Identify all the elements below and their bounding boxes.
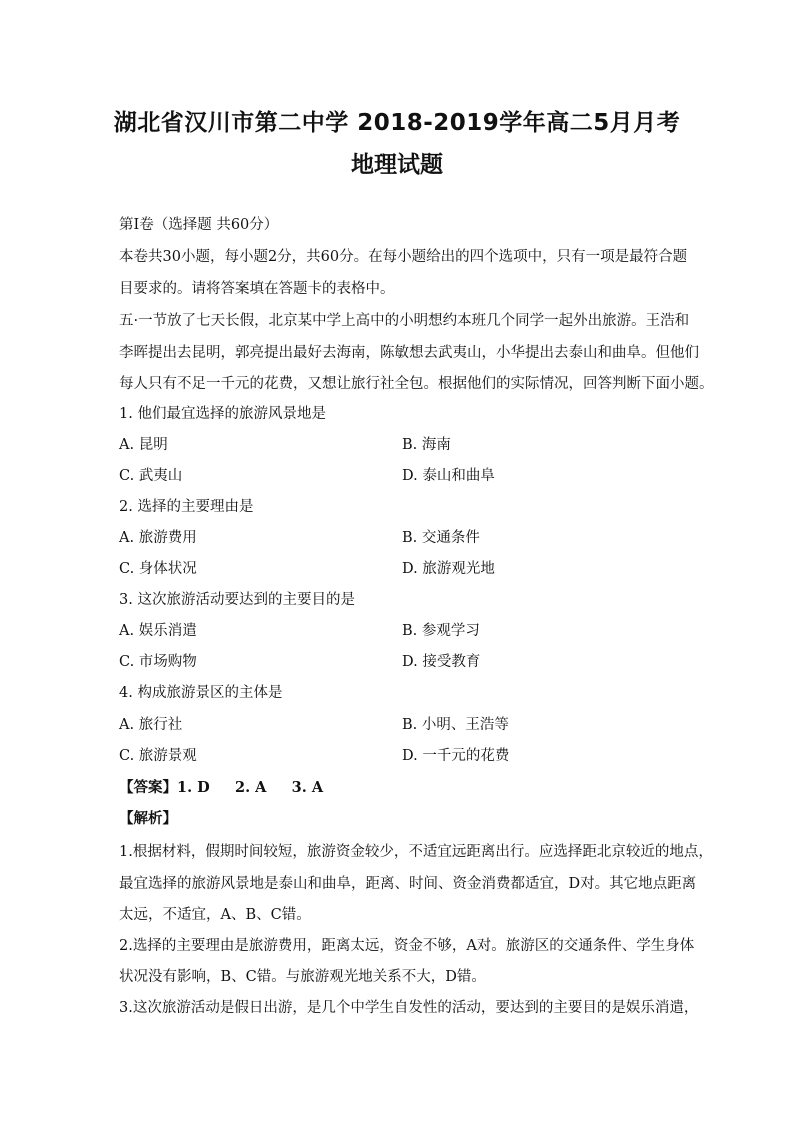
option-c: C. 身体状况 (119, 561, 197, 577)
option-d: D. 泰山和曲阜 (402, 468, 495, 484)
question-stem: 4. 构成旅游景区的主体是 (119, 685, 283, 701)
option-b: B. 交通条件 (402, 530, 480, 546)
option-a: A. 旅游费用 (119, 530, 197, 546)
option-a: A. 旅行社 (119, 717, 183, 733)
passage-line: 李晖提出去昆明，郭亮提出最好去海南，陈敏想去武夷山，小华提出去泰山和曲阜。但他们 (119, 345, 699, 361)
option-c: C. 市场购物 (119, 654, 197, 670)
option-b: B. 小明、王浩等 (402, 717, 509, 733)
document-title: 湖北省汉川市第二中学 2018-2019学年高二5月月考 (113, 110, 681, 136)
analysis-line: 3.这次旅游活动是假日出游，是几个中学生自发性的活动，要达到的主要目的是娱乐消遣， (119, 1000, 699, 1016)
instructions-line: 本卷共30小题，每小题2分，共60分。在每小题给出的四个选项中，只有一项是最符合题 (119, 249, 688, 265)
analysis-line: 2.选择的主要理由是旅游费用，距离太远，资金不够，A对。旅游区的交通条件、学生身体 (119, 938, 695, 954)
instructions-line: 目要求的。请将答案填在答题卡的表格中。 (119, 281, 395, 297)
passage-line: 五·一节放了七天长假，北京某中学上高中的小明想约本班几个同学一起外出旅游。王浩和 (119, 313, 690, 329)
analysis-heading: 【解析】 (119, 810, 177, 827)
option-d: D. 一千元的花费 (402, 748, 510, 764)
answer-key: 【答案】1. D 2. A 3. A (119, 779, 324, 796)
question-stem: 2. 选择的主要理由是 (119, 499, 254, 515)
option-c: C. 旅游景观 (119, 748, 197, 764)
document-subtitle: 地理试题 (351, 152, 443, 178)
analysis-line: 1.根据材料，假期时间较短，旅游资金较少，不适宜远距离出行。应选择距北京较近的地点， (119, 844, 713, 860)
option-a: A. 昆明 (119, 437, 168, 453)
option-c: C. 武夷山 (119, 468, 183, 484)
analysis-line: 太远，不适宜，A、B、C错。 (119, 907, 311, 923)
question-stem: 3. 这次旅游活动要达到的主要目的是 (119, 592, 355, 608)
question-stem: 1. 他们最宜选择的旅游风景地是 (119, 406, 326, 422)
section-heading: 第Ⅰ卷（选择题 共60分） (119, 217, 279, 233)
option-b: B. 参观学习 (402, 623, 480, 639)
option-b: B. 海南 (402, 437, 451, 453)
analysis-line: 最宜选择的旅游风景地是泰山和曲阜，距离、时间、资金消费都适宜，D对。其它地点距离 (119, 876, 697, 892)
analysis-line: 状况没有影响，B、C错。与旅游观光地关系不大，D错。 (119, 969, 486, 985)
option-d: D. 接受教育 (402, 654, 481, 670)
option-d: D. 旅游观光地 (402, 561, 495, 577)
passage-line: 每人只有不足一千元的花费，又想让旅行社全包。根据他们的实际情况，回答判断下面小题。 (119, 376, 714, 392)
option-a: A. 娱乐消遣 (119, 623, 197, 639)
